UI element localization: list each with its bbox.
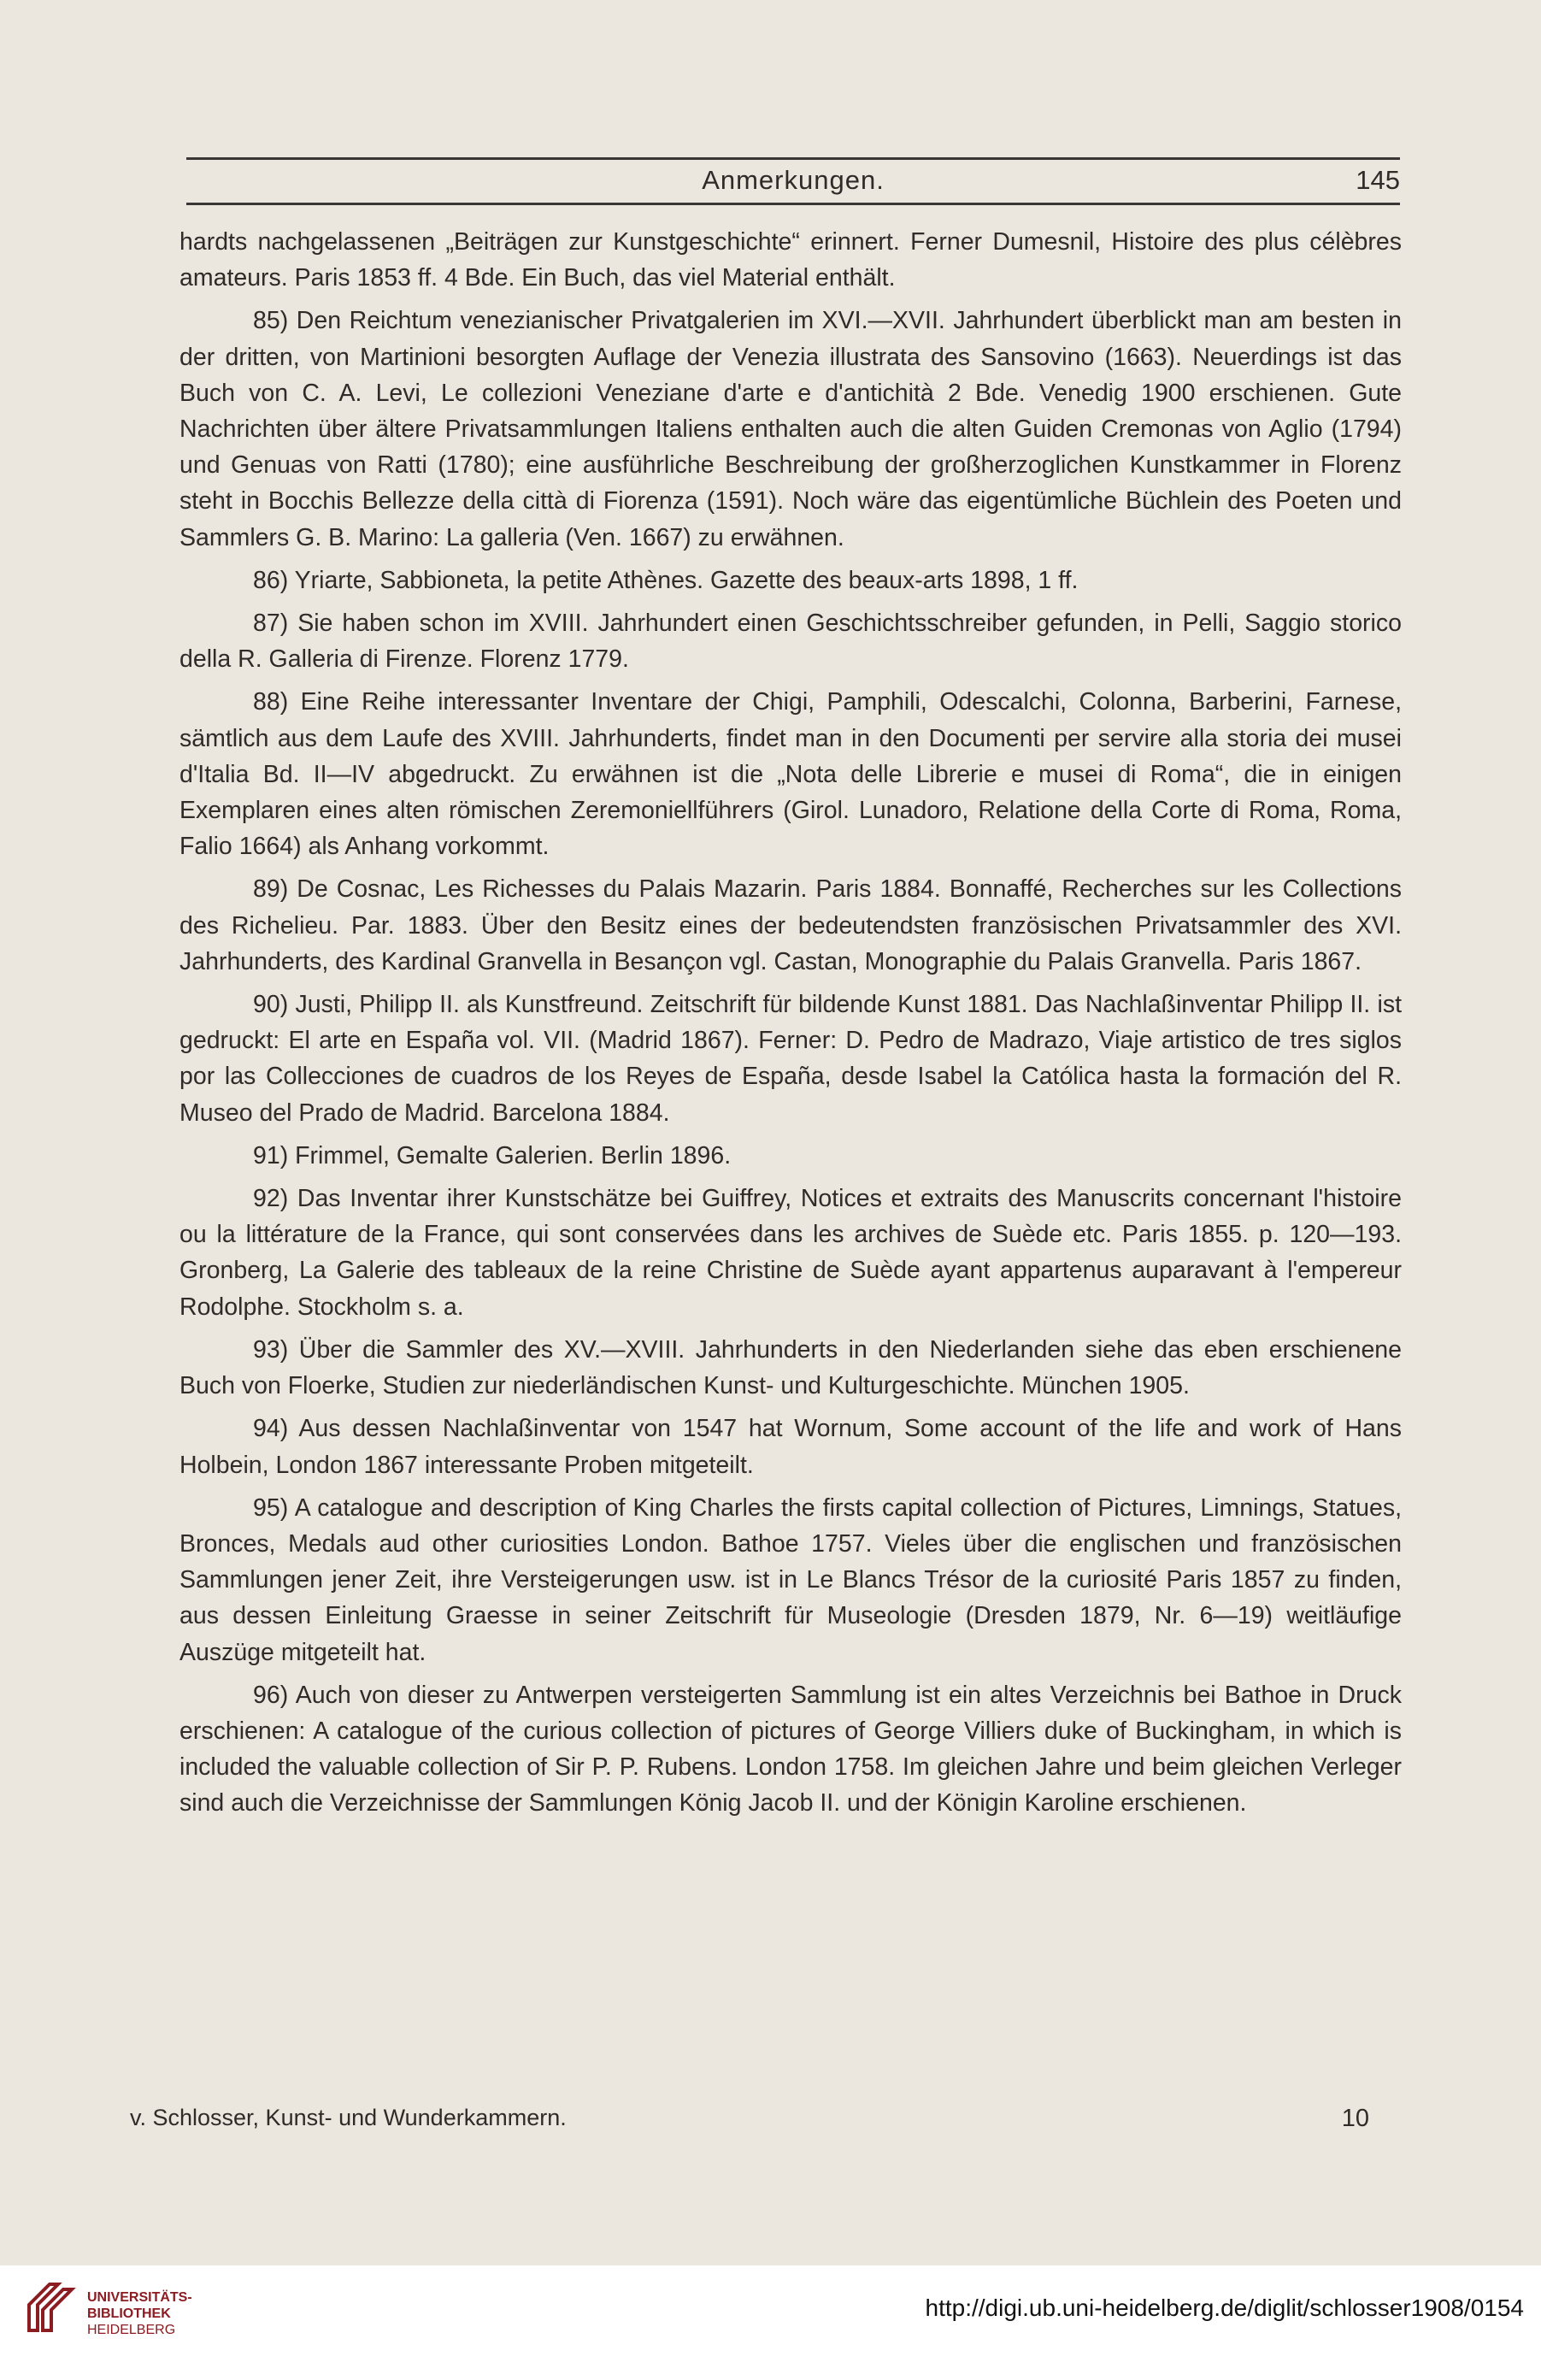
footnote-text: Yriarte, Sabbioneta, la petite Athènes. Gazette des beaux-arts 1898, 1 ff. xyxy=(294,566,1079,594)
library-name xyxy=(87,2289,192,2338)
footnote-text: Sie haben schon im XVIII. Jahrhundert einen Geschichtsschreiber gefunden, in Pelli, Saggio storico della R. Galleria di Firenze. Florenz 1779. xyxy=(179,610,1402,674)
permalink-url[interactable]: http://digi.ub.uni-heidelberg.de/diglit/schlosser1908/0154 xyxy=(925,2295,1524,2321)
library-name-line2: BIBLIOTHEK xyxy=(87,2306,171,2321)
footnote-number: 88) xyxy=(253,688,301,716)
footnote-paragraph xyxy=(179,871,1402,980)
footnote-text: A catalogue and description of King Charles the firsts capital collection of Pictures, Limnings, Statues, Bronces, Medals aud other curiosities London. Bathoe 1757. Vieles über die englischen und französischen Sammlungen jener Zeit, ihre Versteigerungen usw. ist in Le Blancs Trésor de la curiosité Paris 1857 zu finden, aus dessen Einleitung Graesse in seiner Zeitschrift für Museologie (Dresden 1879, Nr. 6—19) weitläufige Auszüge mitgeteilt hat. xyxy=(179,1493,1403,1666)
footnote-number: 86) xyxy=(253,566,295,594)
footnote-number: 90) xyxy=(253,991,296,1019)
footnote-paragraph xyxy=(179,684,1402,864)
footnote-paragraph xyxy=(179,987,1402,1131)
signature-mark: 10 xyxy=(1341,2105,1369,2132)
footnote-number: 87) xyxy=(253,610,298,638)
library-name-line1: UNIVERSITÄTS- xyxy=(87,2290,192,2305)
footnote-text: Aus dessen Nachlaßinventar von 1547 hat Wornum, Some account of the life and work of Hans Holbein, London 1867 interessante Proben mitgeteilt. xyxy=(179,1415,1402,1479)
footer-author-title: v. Schlosser, Kunst- und Wunderkammern. xyxy=(130,2105,567,2130)
footnote-number: 85) xyxy=(253,307,297,335)
footnote-number: 89) xyxy=(253,875,297,904)
footnote-paragraph xyxy=(179,224,1402,296)
footnote-paragraph xyxy=(179,605,1402,677)
footnote-text: Eine Reihe interessanter Inventare der Chigi, Pamphili, Odescalchi, Colonna, Barberini, Farnese, sämtlich aus dem Laufe des XVIII. Jahrhunderts, findet man in den Documenti per servire alla storia dei musei d'Italia Bd. II—IV abgedruckt. Zu erwähnen ist die „Nota delle Librerie e musei di Roma“, die in einigen Exemplaren eines alten römischen Zeremoniellführers (Girol. Lunadoro, Relatione della Corte di Roma, Roma, Falio 1664) als Anhang vorkommt. xyxy=(179,688,1402,861)
footnote-text: hardts nachgelassenen „Beiträgen zur Kunstgeschichte“ erinnert. Ferner Dumesnil, Histoire des plus célèbres amateurs. Paris 1853 ff. 4 Bde. Ein Buch, das viel Material enthält. xyxy=(179,228,1402,292)
footnotes-body xyxy=(179,224,1402,1829)
footnote-text: De Cosnac, Les Richesses du Palais Mazarin. Paris 1884. Bonnaffé, Recherches sur les Collections des Richelieu. Par. 1883. Über den Besitz eines der bedeutendsten französischen Privatsammler des XVI. Jahrhunderts, des Kardinal Granvella in Besançon vgl. Castan, Monographie du Palais Granvella. Paris 1867. xyxy=(179,875,1402,975)
library-name-line3: HEIDELBERG xyxy=(87,2323,176,2337)
footnote-number: 91) xyxy=(253,1141,296,1169)
footnote-paragraph xyxy=(179,1411,1402,1482)
footnote-text: Das Inventar ihrer Kunstschätze bei Guiffrey, Notices et extraits des Manuscrits concernant l'histoire ou la littérature de la France, qui sont conservées dans les archives de Suède etc. Paris 1855. p. 120—193. Gronberg, La Galerie des tableaux de la reine Christine de Suède ayant appartenus auparavant à l'empereur Rodolphe. Stockholm s. a. xyxy=(179,1185,1402,1321)
footnote-text: Justi, Philipp II. als Kunstfreund. Zeitschrift für bildende Kunst 1881. Das Nachlaßinventar Philipp II. ist gedruckt: El arte en España vol. VII. (Madrid 1867). Ferner: D. Pedro de Madrazo, Viaje artistico de tres siglos por las Collecciones de cuadros de los Reyes de España, desde Isabel la Católica hasta la formación del R. Museo del Prado de Madrid. Barcelona 1884. xyxy=(179,991,1402,1127)
footnote-number: 96) xyxy=(253,1681,296,1709)
footnote-number: 95) xyxy=(253,1493,295,1522)
footnote-text: Auch von dieser zu Antwerpen versteigerten Sammlung ist ein altes Verzeichnis bei Bathoe in Druck erschienen: A catalogue of the curious collection of pictures of George Villiers duke of Buckingham, in which is included the valuable collection of Sir P. P. Rubens. London 1758. Im gleichen Jahre und beim gleichen Verleger sind auch die Verzeichnisse der Sammlungen König Jacob II. und der Königin Karoline erschienen. xyxy=(179,1681,1402,1817)
footnote-text: Frimmel, Gemalte Galerien. Berlin 1896. xyxy=(295,1141,732,1169)
footnote-number: 92) xyxy=(253,1185,297,1213)
footnote-text: Den Reichtum venezianischer Privatgalerien im XVI.—XVII. Jahrhundert überblickt man am besten in der dritten, von Martinioni besorgten Auflage der Venezia illustrata des Sansovino (1663). Neuerdings ist das Buch von C. A. Levi, Le collezioni Veneziane d'arte e d'antichità 2 Bde. Venedig 1900 erschienen. Gute Nachrichten über ältere Privatsammlungen Italiens enthalten auch die alten Guiden Cremonas von Aglio (1794) und Genuas von Ratti (1780); eine ausführliche Beschreibung der großherzoglichen Kunstkammer in Florenz steht in Bocchis Bellezze della città di Fiorenza (1591). Noch wäre das eigentümliche Büchlein des Poeten und Sammlers G. B. Marino: La galleria (Ven. 1667) zu erwähnen. xyxy=(179,307,1402,551)
library-logo-icon xyxy=(24,2279,80,2336)
footnote-paragraph xyxy=(179,303,1402,555)
page-header-title: Anmerkungen. xyxy=(702,165,885,195)
footnote-paragraph xyxy=(179,1181,1402,1325)
running-header xyxy=(186,157,1400,205)
footnote-paragraph xyxy=(179,1138,1402,1174)
footnote-paragraph xyxy=(179,1677,1402,1822)
footnote-text: Über die Sammler des XV.—XVIII. Jahrhunderts in den Niederlanden siehe das eben erschienene Buch von Floerke, Studien zur niederländischen Kunst- und Kulturgeschichte. München 1905. xyxy=(179,1335,1402,1400)
footnote-number: 93) xyxy=(253,1335,299,1364)
footnote-paragraph xyxy=(179,563,1402,598)
footnote-paragraph xyxy=(179,1332,1402,1404)
viewer-footer-bar xyxy=(0,2265,1541,2380)
page-number: 145 xyxy=(1356,165,1400,195)
footnote-number: 94) xyxy=(253,1415,299,1443)
page-footer xyxy=(130,2105,1369,2131)
footnote-paragraph xyxy=(179,1490,1402,1670)
